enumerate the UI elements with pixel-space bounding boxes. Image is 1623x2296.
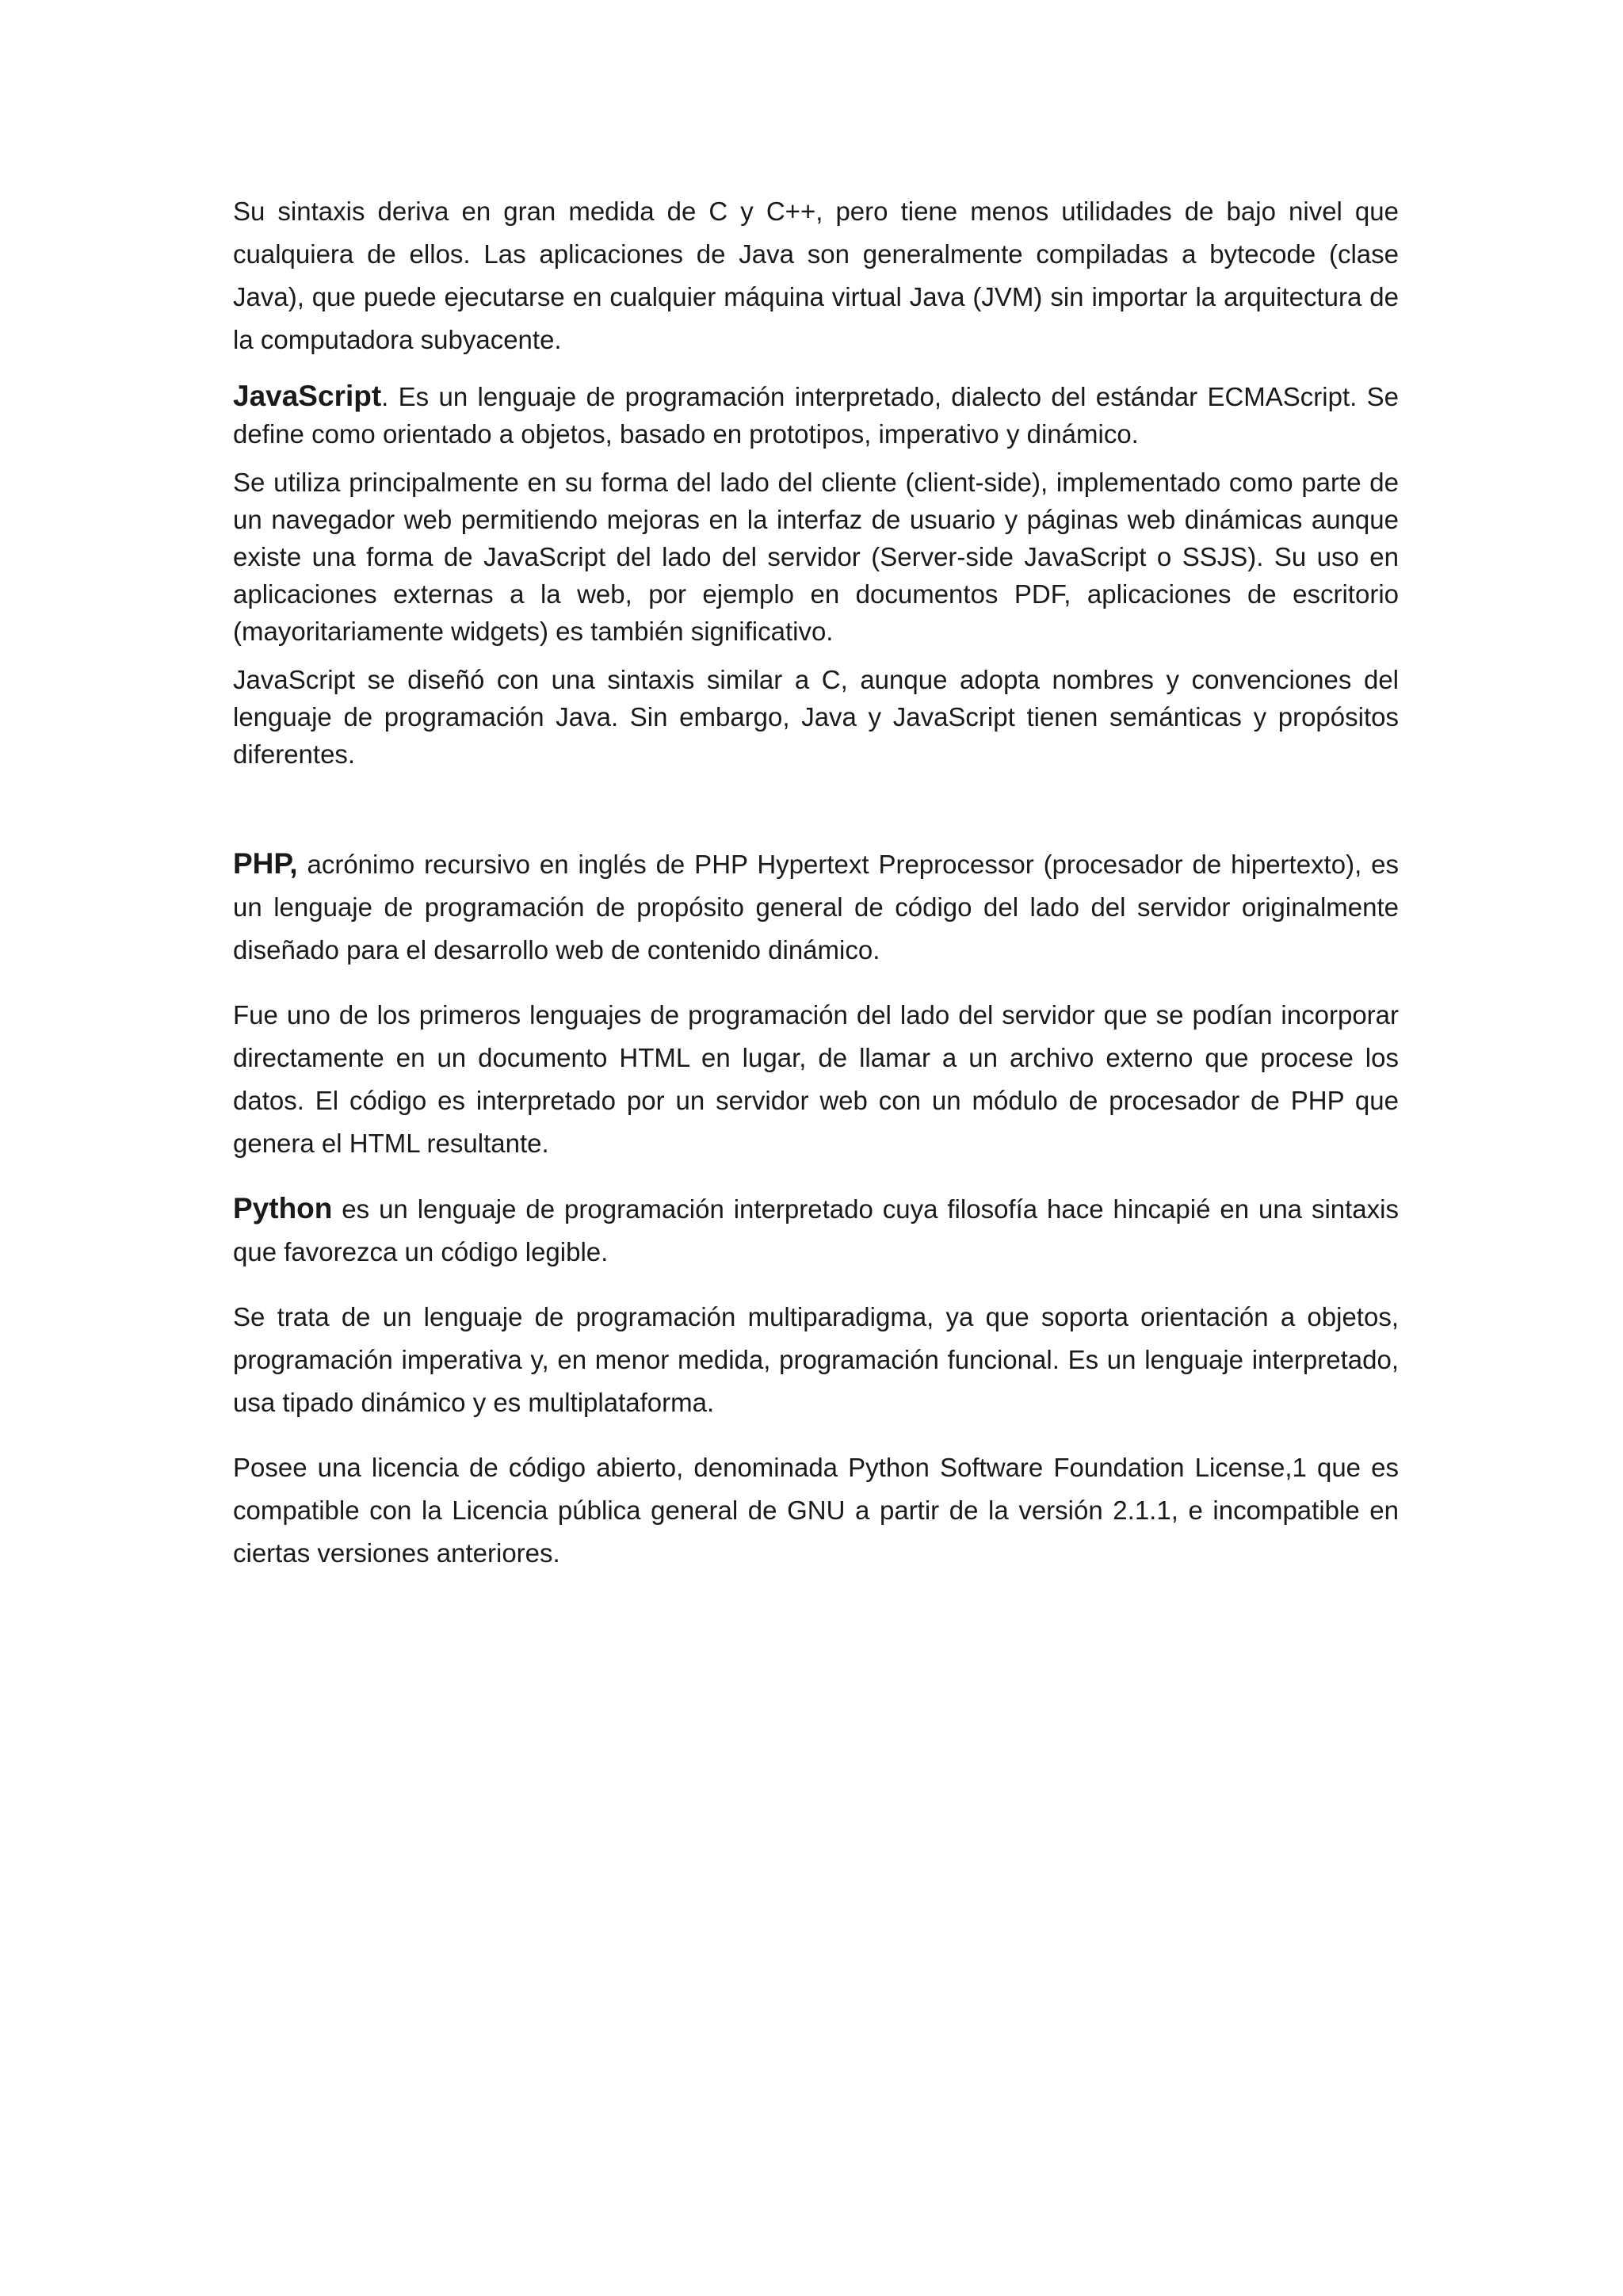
paragraph-python-intro (233, 1187, 1399, 1274)
paragraph-php-intro (233, 842, 1399, 972)
paragraph-text: Se trata de un lenguaje de programación multiparadigma, ya que soporta orientación a objetos, programación imperativa y, en menor medida, programación funcional. Es un lenguaje interpretado, usa tipado dinámico y es multiplataforma. (233, 1302, 1399, 1417)
paragraph-python-license (233, 1446, 1399, 1575)
term-javascript: JavaScript (233, 380, 382, 412)
paragraph-text: Se utiliza principalmente en su forma del lado del cliente (client-side), implementado como parte de un navegador web permitiendo mejoras en la interfaz de usuario y páginas web dinámicas aunque existe una forma de JavaScript del lado del servidor (Server-side JavaScript o SSJS). Su uso en aplicaciones externas a la web, por ejemplo en documentos PDF, aplicaciones de escritorio (mayoritariamente widgets) es también significativo. (233, 468, 1399, 646)
paragraph-python-paradigm (233, 1296, 1399, 1424)
paragraph-javascript-design (233, 661, 1399, 773)
paragraph-php-history (233, 994, 1399, 1165)
paragraph-text: es un lenguaje de programación interpretado cuya filosofía hace hincapié en una sintaxis que favorezca un código legible. (233, 1194, 1399, 1266)
document-body (233, 190, 1399, 1575)
paragraph-javascript-intro (233, 377, 1399, 453)
paragraph-text: Posee una licencia de código abierto, denominada Python Software Foundation License,1 que es compatible con la Licencia pública general de GNU a partir de la versión 2.1.1, e incompatible en ciertas versiones anteriores. (233, 1453, 1399, 1568)
paragraph-javascript-usage (233, 464, 1399, 650)
paragraph-text: JavaScript se diseñó con una sintaxis similar a C, aunque adopta nombres y convenciones del lenguaje de programación Java. Sin embargo, Java y JavaScript tienen semánticas y propósitos diferentes. (233, 665, 1399, 769)
term-php: PHP, (233, 847, 298, 880)
paragraph-text: Fue uno de los primeros lenguajes de programación del lado del servidor que se podían incorporar directamente en un documento HTML en lugar, de llamar a un archivo externo que procese los datos. El código es interpretado por un servidor web con un módulo de procesador de PHP que genera el HTML resultante. (233, 1000, 1399, 1158)
paragraph-text: Su sintaxis deriva en gran medida de C y C++, pero tiene menos utilidades de bajo nivel que cualquiera de ellos. Las aplicaciones de Java son generalmente compiladas a bytecode (clase Java), que puede ejecutarse en cualquier máquina virtual Java (JVM) sin importar la arquitectura de la computadora subyacente. (233, 197, 1399, 354)
paragraph-java-syntax (233, 190, 1399, 361)
term-python: Python (233, 1192, 333, 1224)
paragraph-text: . Es un lenguaje de programación interpretado, dialecto del estándar ECMAScript. Se define como orientado a objetos, basado en prototipos, imperativo y dinámico. (233, 382, 1399, 449)
paragraph-text: acrónimo recursivo en inglés de PHP Hypertext Preprocessor (procesador de hipertexto), es un lenguaje de programación de propósito general de código del lado del servidor originalmente diseñado para el desarrollo web de contenido dinámico. (233, 850, 1399, 965)
